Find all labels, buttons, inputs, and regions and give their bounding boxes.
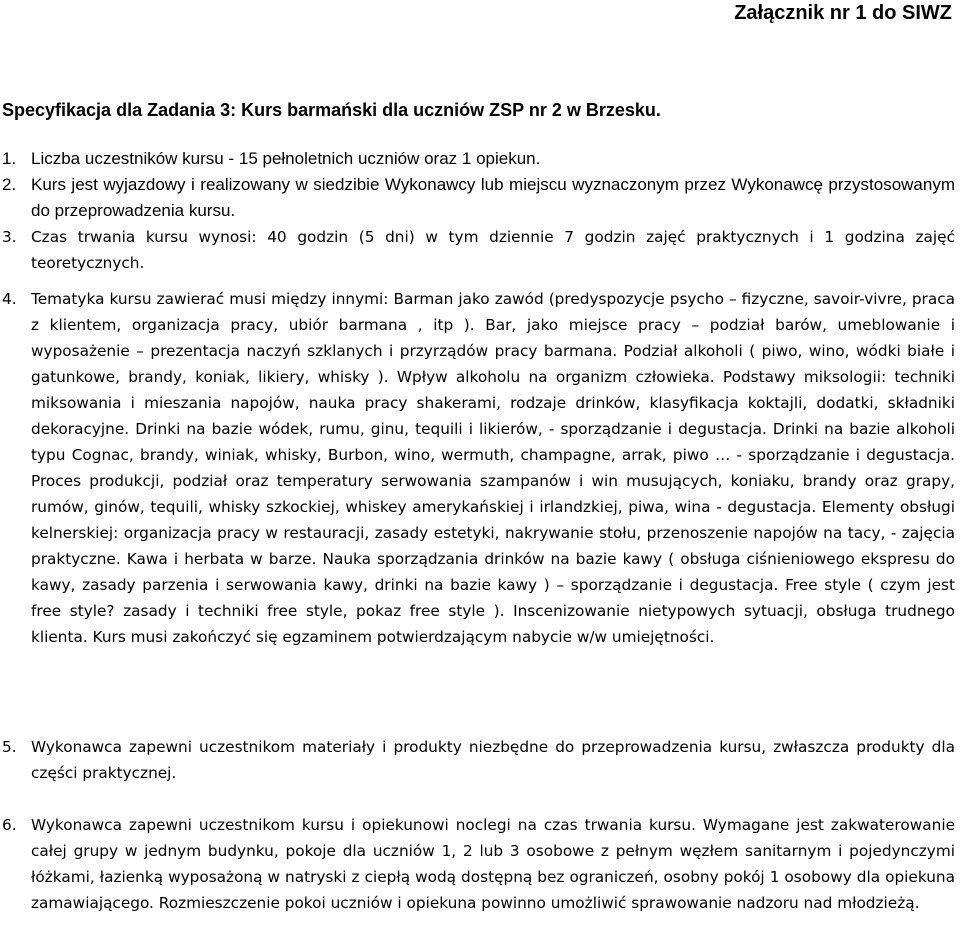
item-number: 1.	[2, 149, 17, 168]
item-number: 4.	[2, 290, 17, 308]
list-item	[2, 286, 955, 650]
item-number: 3.	[2, 228, 17, 246]
item-text: Tematyka kursu zawierać musi między innymi: Barman jako zawód (predyspozycje psycho – fizyczne, savoir-vivre, praca z klientem, organizacja pracy, ubiór barmana , itp ). Bar, jako miejsce pracy – podział barów, umeblowanie i wyposażenie – prezentacja naczyń szklanych i przyrządów pracy barmana. Podział alkoholi ( piwo, wino, wódki białe i gatunkowe, brandy, koniak, likiery, whisky ). Wpływ alkoholu na organizm człowieka. Podstawy miksologii: techniki miksowania i mieszania napojów, nauka pracy shakerami, rodzaje drinków, klasyfikacja koktajli, dodatki, składniki dekoracyjne. Drinki na bazie wódek, rumu, ginu, tequili i likierów, - sporządzanie i degustacja. Drinki na bazie alkoholi typu Cognac, brandy, winiak, whisky, Burbon, wino, wermuth, champagne, arrak, piwo … - sporządzanie i degustacja. Proces produkcji, podział oraz temperatury serwowania szampanów i win musujących, koniaku, brandy oraz grapy, rumów, ginów, tequili, whisky szkockiej, whiskey amerykańskiej i irlandzkiej, piwa, wina - degustacja. Elementy obsługi kelnerskiej: organizacja pracy w restauracji, zasady estetyki, nakrywanie stołu, przenoszenie napojów na tacy, - zajęcia praktyczne. Kawa i herbata w barze. Nauka sporządzania drinków na bazie kawy ( obsługa ciśnieniowego ekspresu do kawy, zasady parzenia i serwowania kawy, drinki na bazie kawy ) – sporządzanie i degustacja. Free style ( czym jest free style? zasady i techniki free style, pokaz free style ). Inscenizowanie nietypowych sytuacji, obsługa trudnego klienta. Kurs musi zakończyć się egzaminem potwierdzającym nabycie w/w umiejętności.	[31, 290, 955, 646]
list-item	[2, 146, 540, 172]
item-text: Wykonawca zapewni uczestnikom materiały i produkty niezbędne do przeprowadzenia kursu, zwłaszcza produkty dla części praktycznej.	[31, 738, 955, 782]
document-title: Specyfikacja dla Zadania 3: Kurs barmański dla uczniów ZSP nr 2 w Brzesku.	[2, 100, 661, 120]
list-item	[2, 224, 955, 276]
item-number: 2.	[2, 175, 17, 194]
list-item	[2, 734, 955, 786]
list-item	[2, 812, 955, 916]
list-item	[2, 172, 955, 224]
item-number: 5.	[2, 738, 17, 756]
annex-label: Załącznik nr 1 do SIWZ	[734, 2, 952, 24]
item-text: Czas trwania kursu wynosi: 40 godzin (5 dni) w tym dziennie 7 godzin zajęć praktycznych i 1 godzina zajęć teoretycznych.	[31, 228, 955, 272]
item-text: Liczba uczestników kursu - 15 pełnoletnich uczniów oraz 1 opiekun.	[31, 149, 541, 168]
item-text: Kurs jest wyjazdowy i realizowany w siedzibie Wykonawcy lub miejscu wyznaczonym przez Wykonawcę przystosowanym do przeprowadzenia kursu.	[31, 175, 955, 220]
item-number: 6.	[2, 816, 17, 834]
item-text: Wykonawca zapewni uczestnikom kursu i opiekunowi noclegi na czas trwania kursu. Wymagane jest zakwaterowanie całej grupy w jednym budynku, pokoje dla uczniów 1, 2 lub 3 osobowe z pełnym węzłem sanitarnym i pojedynczymi łóżkami, łazienką wyposażoną w natryski z ciepłą wodą dostępną bez ograniczeń, osobny pokój 1 osobowy dla opiekuna zamawiającego. Rozmieszczenie pokoi uczniów i opiekuna powinno umożliwić sprawowanie nadzoru nad młodzieżą.	[31, 816, 955, 912]
